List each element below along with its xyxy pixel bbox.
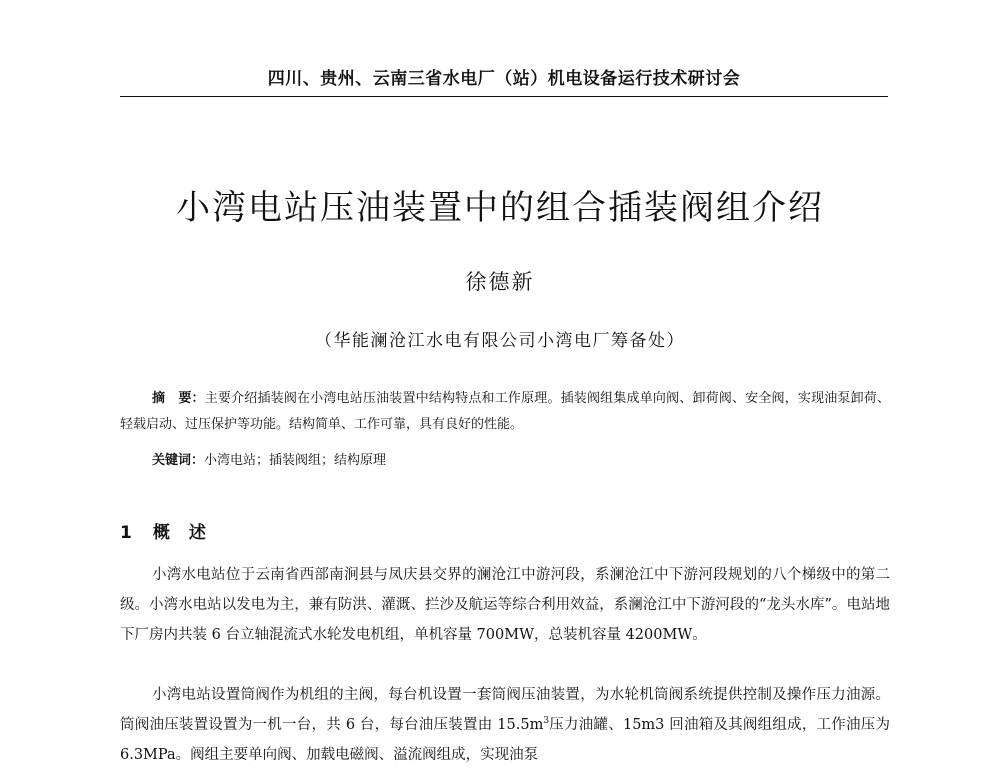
body-paragraph: 小湾水电站位于云南省西部南涧县与凤庆县交界的澜沧江中游河段，系澜沧江中下游河段规划的八个梯级中的第二级。小湾水电站以发电为主，兼有防洪、灌溉、拦沙及航运等综合利用效益，系澜沧江中下游河段的“龙头水库”。电站地下厂房内共装 6 台立轴混流式水轮发电机组，单机容量 700MW，总装机容量 4200MW。 — [120, 567, 890, 643]
article-title: 小湾电站压油装置中的组合插装阀组介绍 — [176, 188, 824, 228]
section-heading — [120, 518, 207, 543]
body-paragraph — [120, 680, 890, 770]
article-affiliation: （华能澜沧江水电有限公司小湾电厂筹备处） — [315, 331, 685, 351]
running-header: 四川、贵州、云南三省水电厂（站）机电设备运行技术研讨会 — [267, 69, 741, 89]
section-title: 概 述 — [152, 523, 207, 543]
header-rule — [120, 96, 888, 97]
body-text-segment: 小湾电站设置筒阀作为机组的主阀，每台机设置一套筒阀压油装置，为水轮机筒阀系统提供控制及操作压力油源。筒阀油压装置设置为一机一台，共 6 台，每台油压装置由 15.5m — [120, 687, 890, 733]
article-author: 徐德新 — [465, 270, 535, 294]
abstract — [120, 386, 890, 438]
abstract-label: 摘 要： — [152, 391, 205, 406]
section-number: 1 — [120, 523, 133, 543]
body-text-segment: 压力油罐、15m3 回油箱及其阀组组成，工作油压为 6.3MPa。阀组主要单向阀、加载电磁阀、溢流阀组成，实现油泵 — [120, 717, 890, 763]
abstract-text: 主要介绍插装阀在小湾电站压油装置中结构特点和工作原理。插装阀组集成单向阀、卸荷阀、安全阀，实现油泵卸荷、轻载启动、过压保护等功能。结构简单、工作可靠，具有良好的性能。 — [120, 391, 890, 432]
keywords-label: 关键词： — [152, 453, 205, 468]
superscript: 3 — [543, 716, 550, 727]
keywords-text: 小湾电站；插装阀组；结构原理 — [204, 453, 387, 468]
keywords — [152, 448, 892, 474]
